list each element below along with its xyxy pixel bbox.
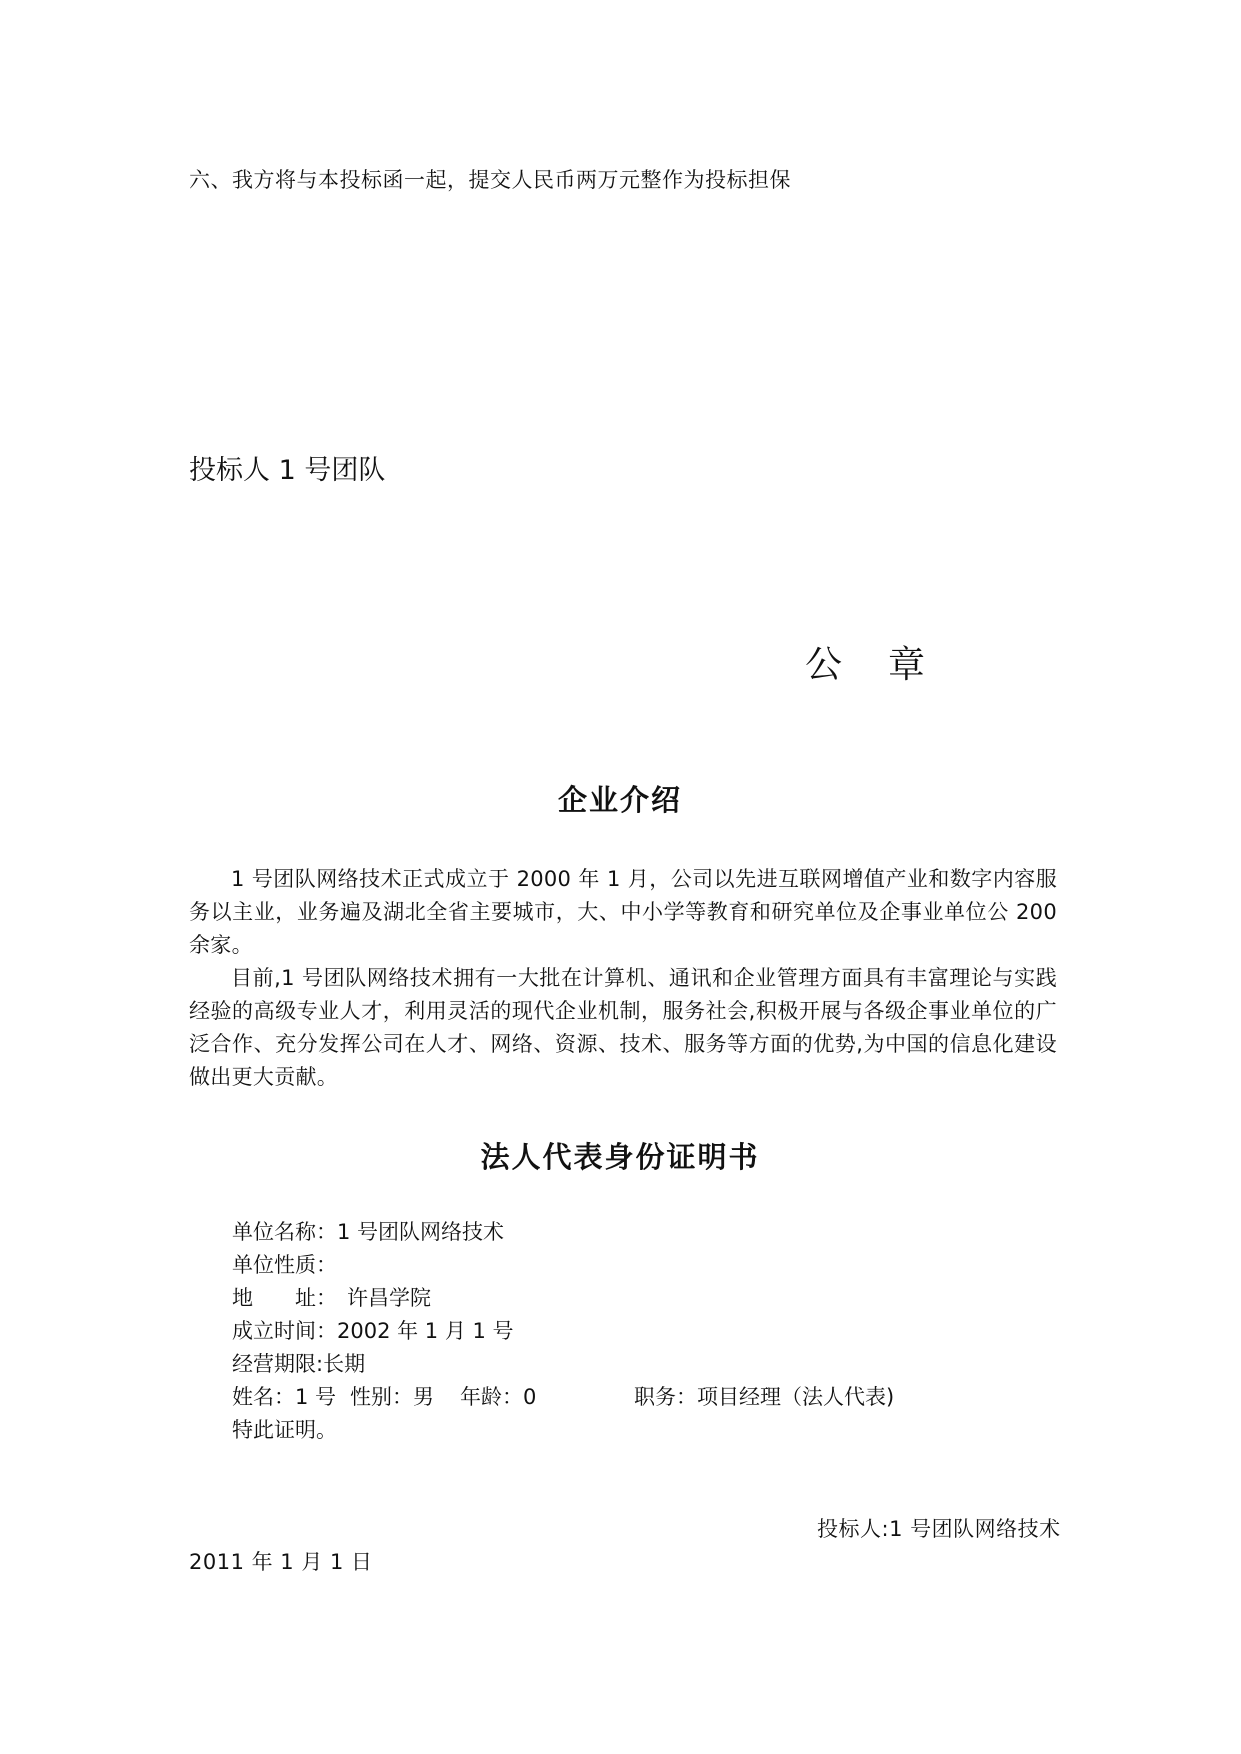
person-row [232, 1387, 536, 1408]
bid-clause-six: 六、我方将与本投标函一起，提交人民币两万元整作为投标担保 [189, 168, 791, 192]
person-age: 年龄：0 [460, 1385, 537, 1409]
bidder-signature: 投标人:1 号团队网络技术 [817, 1517, 1061, 1541]
certification-statement: 特此证明。 [232, 1418, 337, 1442]
company-intro-heading: 企业介绍 [557, 783, 683, 817]
legal-rep-heading: 法人代表身份证明书 [480, 1140, 760, 1174]
term-row: 经营期限:长期 [232, 1352, 366, 1376]
established-row: 成立时间：2002 年 1 月 1 号 [232, 1319, 514, 1343]
unit-nature-row: 单位性质： [232, 1253, 337, 1277]
company-intro-paragraph-1: 1 号团队网络技术正式成立于 2000 年 1 月，公司以先进互联网增值产业和数字内容服务以主业，业务遍及湖北全省主要城市，大、中小学等教育和研究单位及企事业单位公 200 余家。 [189, 867, 1057, 957]
person-name: 姓名：1 号 [232, 1385, 337, 1409]
certificate-date: 2011 年 1 月 1 日 [189, 1550, 373, 1574]
address-label-2: 址： [295, 1286, 337, 1310]
unit-name-row: 单位名称：1 号团队网络技术 [232, 1220, 505, 1244]
address-label: 地 [232, 1286, 253, 1310]
address-value: 许昌学院 [347, 1286, 431, 1310]
address-row [232, 1288, 431, 1309]
person-gender: 性别：男 [350, 1385, 435, 1409]
person-position: 职务：项目经理（法人代表) [634, 1385, 895, 1409]
bidder-line: 投标人 1 号团队 [189, 455, 386, 486]
seal-label: 公章 [805, 643, 971, 686]
company-intro-paragraph-2: 目前,1 号团队网络技术拥有一大批在计算机、通讯和企业管理方面具有丰富理论与实践经验的高级专业人才，利用灵活的现代企业机制，服务社会,积极开展与各级企事业单位的广泛合作、充分发挥公司在人才、网络、资源、技术、服务等方面的优势,为中国的信息化建设做出更大贡献。 [189, 966, 1057, 1089]
